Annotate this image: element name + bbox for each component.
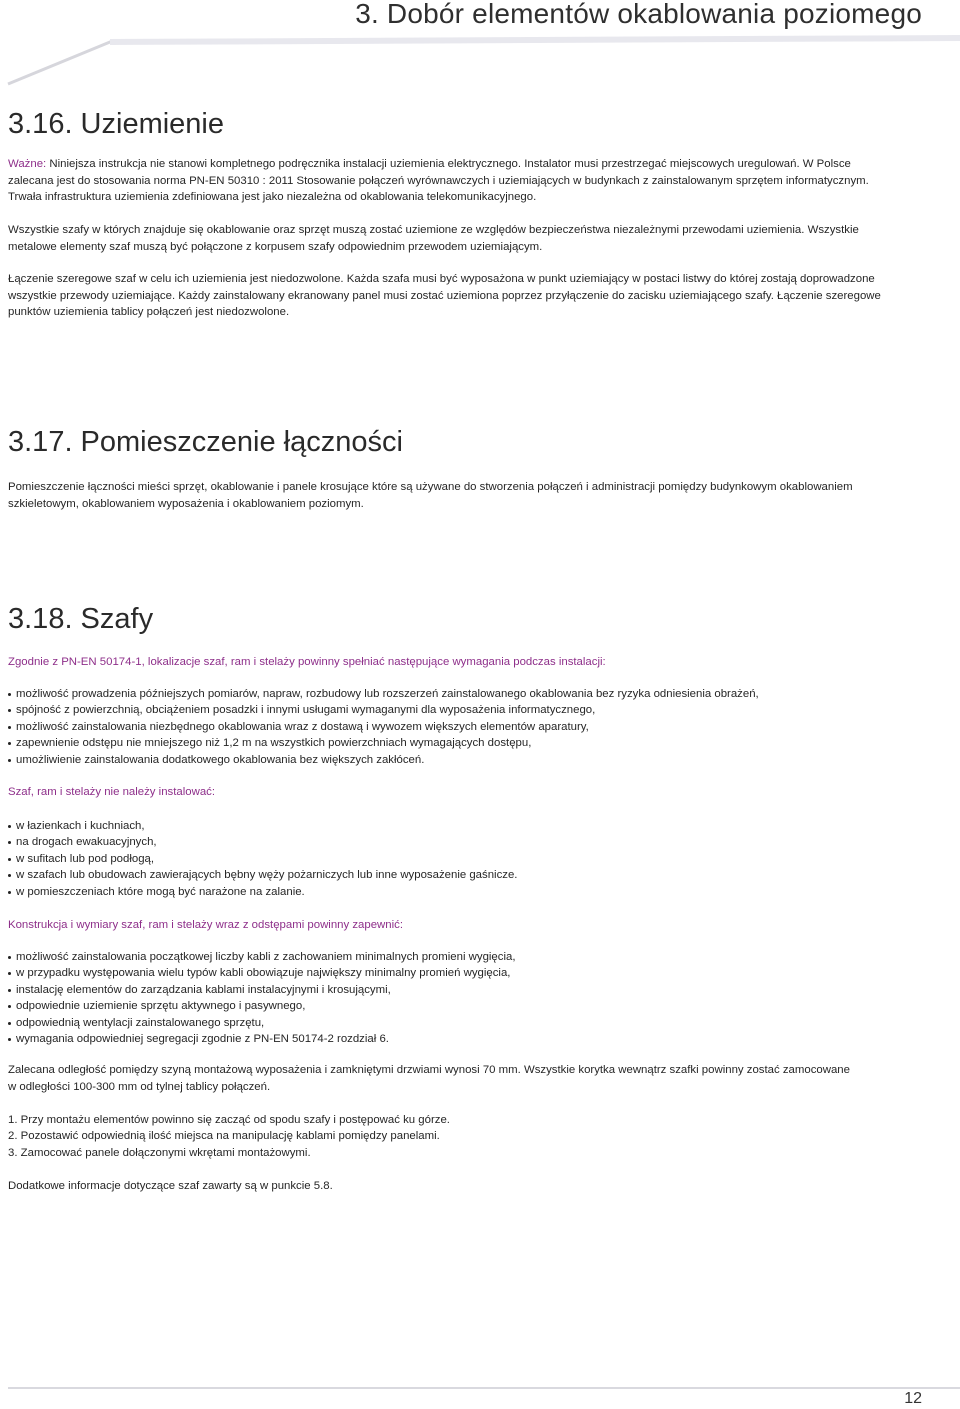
- list-item: możliwość zainstalowania niezbędnego okablowania wraz z dostawą i wywozem większych elementów aparatury,: [8, 719, 759, 735]
- header-rule: [0, 0, 960, 90]
- section-heading: 3.16. Uziemienie: [8, 108, 224, 140]
- list-item: instalację elementów do zarządzania kablami instalacyjnymi i krosującymi,: [8, 982, 516, 998]
- list-item: umożliwienie zainstalowania dodatkowego okablowania bez większych zakłóceń.: [8, 752, 759, 768]
- list-item: wymagania odpowiedniej segregacji zgodnie z PN-EN 50174-2 rozdział 6.: [8, 1031, 516, 1047]
- important-note: [8, 156, 924, 206]
- paragraph-line: punktów uziemienia tablicy połączeń jest niedozwolone.: [8, 306, 290, 318]
- list-item: zapewnienie odstępu nie mniejszego niż 1,2 m na wszystkich powierzchniach wymagających dostępu,: [8, 735, 759, 751]
- list-item: możliwość prowadzenia późniejszych pomiarów, napraw, rozbudowy lub rozszerzeń zainstalowanego okablowania bez ryzyka odniesienia obrażeń,: [8, 686, 759, 702]
- paragraph-line: Pomieszczenie łączności mieści sprzęt, okablowanie i panele krosujące które są używane do stworzenia połączeń i administracji pomiędzy budynkowym okablowaniem: [8, 481, 853, 493]
- bullet-list: [8, 949, 516, 1047]
- list-item: 1. Przy montażu elementów powinno się zacząć od spodu szafy i postępować ku górze.: [8, 1114, 450, 1126]
- section-heading: 3.18. Szafy: [8, 603, 154, 635]
- paragraph: [8, 222, 924, 255]
- note-text: Niniejsza instrukcja nie stanowi kompletnego podręcznika instalacji uziemienia elektrycznego. Instalator musi przestrzegać miejscowych uregulowań. W Polsce: [46, 158, 851, 170]
- list-item: 2. Pozostawić odpowiednią ilość miejsca na manipulację kablami pomiędzy panelami.: [8, 1130, 440, 1143]
- chapter-title: 3. Dobór elementów okablowania poziomego: [355, 0, 922, 29]
- paragraph-line: wszystkie przewody uziemiające. Każdy zainstalowany ekranowany panel musi zostać uziemiona poprzez przyłączenie do zacisku uziemiającego szafy. Łączenie szeregowe: [8, 289, 881, 302]
- paragraph-line: w odległości 100-300 mm od tylnej tablicy połączeń.: [8, 1080, 271, 1093]
- paragraph-line: szkieletowym, okablowaniem wyposażenia i okablowaniem poziomym.: [8, 497, 364, 510]
- paragraph-line: metalowe elementy szaf muszą być połączone z korpusem szafy odpowiednim przewodem uziemiającym.: [8, 240, 543, 253]
- list-item: w przypadku występowania wielu typów kabli obowiązuje największy minimalny promień wygięcia,: [8, 965, 516, 981]
- closing-note: Dodatkowe informacje dotyczące szaf zawarty są w punkcie 5.8.: [8, 1180, 333, 1192]
- list-item: 3. Zamocować panele dołączonymi wkrętami montażowymi.: [8, 1146, 311, 1159]
- bullet-list: [8, 686, 759, 768]
- list-item: w pomieszczeniach które mogą być narażone na zalanie.: [8, 884, 517, 900]
- list-item: w szafach lub obudowach zawierających bębny węży pożarniczych lub inne wyposażenie gaśnicze.: [8, 867, 517, 883]
- paragraph-line: Zalecana odległość pomiędzy szyną montażową wyposażenia i zamkniętymi drzwiami wynosi 70 mm. Wszystkie korytka wewnątrz szafki powinny zostać zamocowane: [8, 1064, 850, 1076]
- list-item: odpowiednią wentylacji zainstalowanego sprzętu,: [8, 1015, 516, 1031]
- subheading: Szaf, ram i stelaży nie należy instalować:: [8, 786, 216, 798]
- list-item: na drogach ewakuacyjnych,: [8, 834, 517, 850]
- paragraph-line: Łączenie szeregowe szaf w celu ich uziemienia jest niedozwolone. Każda szafa musi być wyposażona w punkt uziemiający w postaci listwy do której zostają doprowadzone: [8, 273, 875, 285]
- paragraph-line: [8, 156, 924, 173]
- paragraph-line: Wszystkie szafy w których znajduje się okablowanie oraz sprzęt muszą zostać uziemione ze względów bezpieczeństwa niezależnymi przewodami uziemienia. Wszystkie: [8, 224, 859, 236]
- paragraph: [8, 479, 924, 512]
- list-item: odpowiednie uziemienie sprzętu aktywnego i pasywnego,: [8, 998, 516, 1014]
- section-heading: 3.17. Pomieszczenie łączności: [8, 426, 403, 458]
- page-number: 12: [904, 1390, 922, 1407]
- list-item: w łazienkach i kuchniach,: [8, 818, 517, 834]
- paragraph: [8, 271, 924, 321]
- important-label: Ważne:: [8, 158, 47, 170]
- numbered-list: [8, 1112, 450, 1161]
- list-item: w sufitach lub pod podłogą,: [8, 851, 517, 867]
- list-item: spójność z powierzchnią, obciążeniem posadzki i innymi usługami wymaganymi dla wyposażenia informatycznego,: [8, 702, 759, 718]
- paragraph-line: Trwała infrastruktura uziemienia zdefiniowana jest jako niezależna od okablowania telekomunikacyjnego.: [8, 191, 537, 203]
- subheading: Konstrukcja i wymiary szaf, ram i stelaży wraz z odstępami powinny zapewnić:: [8, 919, 404, 931]
- list-item: możliwość zainstalowania początkowej liczby kabli z zachowaniem minimalnych promieni wygięcia,: [8, 949, 516, 965]
- footer-rule: [0, 1386, 960, 1390]
- bullet-list: [8, 818, 517, 900]
- paragraph-line: zalecana jest do stosowania norma PN-EN 50310 : 2011 Stosowanie połączeń wyrównawczych i uziemiających w budynkach z zainstalowanym sprzętem informatycznym.: [8, 174, 869, 187]
- paragraph: [8, 1062, 924, 1095]
- subheading: Zgodnie z PN-EN 50174-1, lokalizacje szaf, ram i stelaży powinny spełniać następujące wymagania podczas instalacji:: [8, 656, 606, 668]
